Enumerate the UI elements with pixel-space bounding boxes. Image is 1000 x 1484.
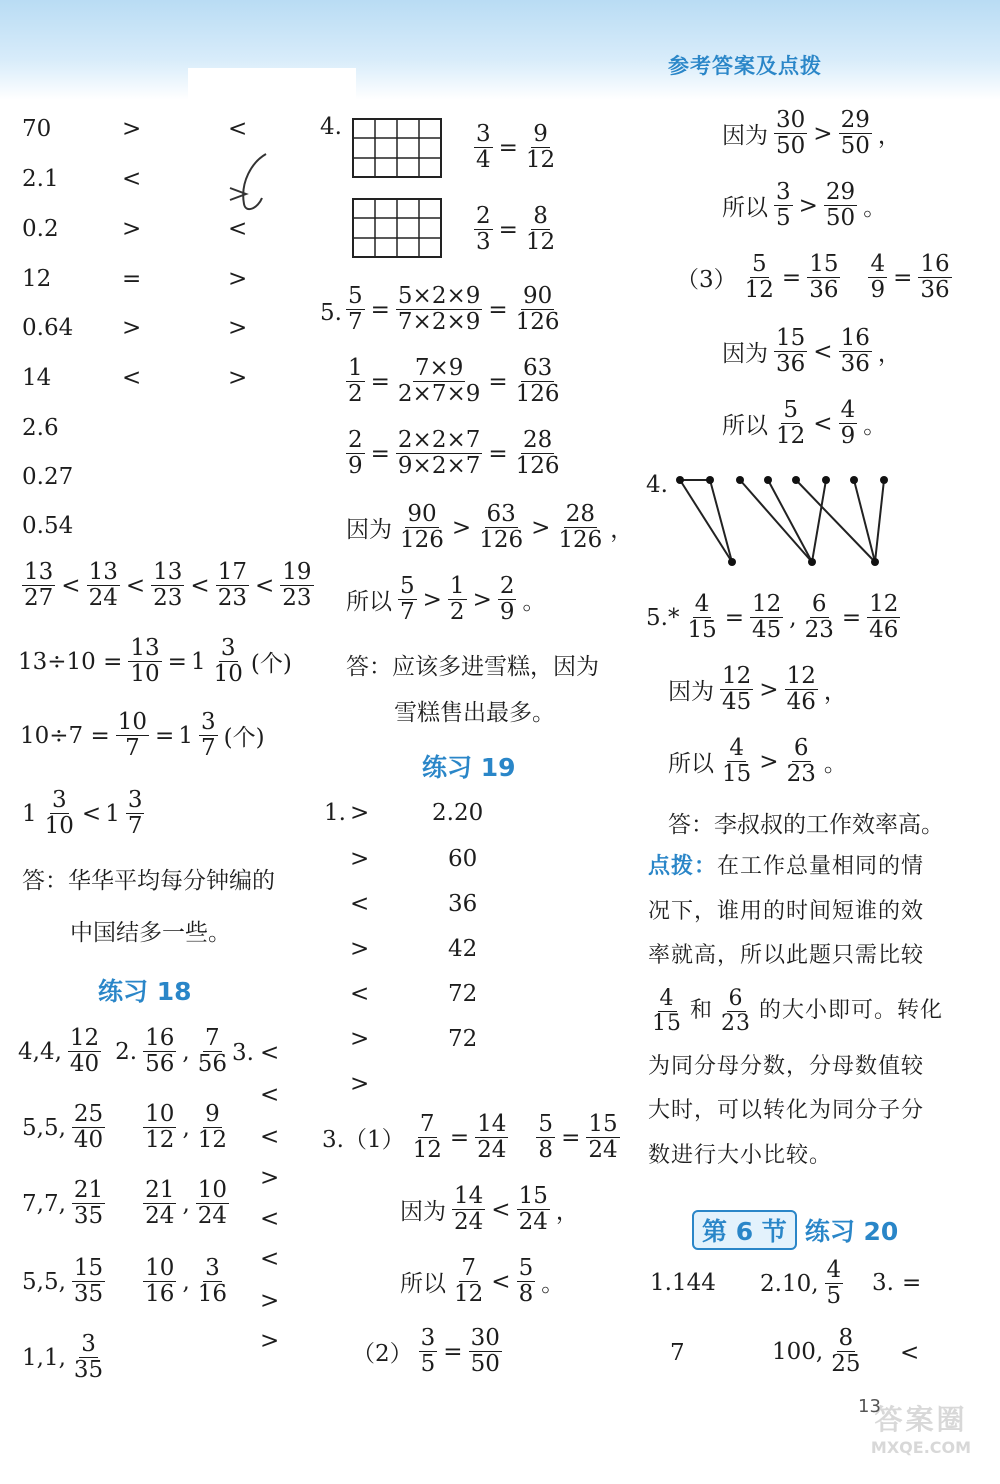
compare-sign: > xyxy=(350,1071,370,1097)
ex18-row: 5,5, $\frac{15}{35}$ $\frac{10}{16}$ , $\frac{3}{16}$ xyxy=(22,1255,228,1308)
compare-sign: < xyxy=(228,116,248,142)
compare-sign: < xyxy=(228,216,248,242)
answer-text: 答：李叔叔的工作效率高。 xyxy=(668,812,944,838)
compare-sign: < xyxy=(260,1246,280,1272)
compare-sign: < xyxy=(122,166,142,192)
value-cell: 2.20 xyxy=(432,800,484,826)
header-notch xyxy=(188,68,356,108)
q3-label: 3. xyxy=(872,1270,894,1296)
value-cell: 72 xyxy=(448,981,478,1007)
because-line: 因为 $\frac{12}{45}$ > $\frac{12}{46}$ ， xyxy=(668,663,847,716)
ex18-row: 5,5, $\frac{25}{40}$ $\frac{10}{12}$ , $\frac{9}{12}$ xyxy=(22,1101,228,1154)
tip-text: 大时，可以转化为同分子分 xyxy=(648,1098,925,1123)
section-badge: 第 6 节 xyxy=(692,1210,797,1250)
compare-sign: > xyxy=(350,936,370,962)
value-cell: 2.6 xyxy=(22,415,59,441)
so-line: 所以 $\frac{5}{12}$ < $\frac{4}{9}$ 。 xyxy=(722,397,887,450)
equation: 3.（1） $\frac{7}{12}$ = $\frac{14}{24}$ $\frac{5}{8}$ = $\frac{15}{24}$ xyxy=(322,1111,618,1164)
compare-sign: > xyxy=(350,800,370,826)
so-line: 所以 $\frac{3}{5}$ > $\frac{29}{50}$ 。 xyxy=(722,179,887,232)
section-title-18: 练习 18 xyxy=(98,977,192,1006)
equation: $\frac{1}{2}$ = $\frac{7\times 9}{2\times 7\times 9}$ = $\frac{63}{126}$ xyxy=(348,355,560,408)
compare-sign: = xyxy=(122,266,142,292)
tip-text: 率就高，所以此题只需比较 xyxy=(648,943,925,968)
value-cell: 2.1 xyxy=(22,166,59,192)
page-number: 13 xyxy=(858,1396,881,1417)
so-line: 所以 $\frac{4}{15}$ > $\frac{6}{23}$ 。 xyxy=(668,735,847,788)
equation: （2） $\frac{3}{5}$ = $\frac{30}{50}$ xyxy=(352,1325,500,1378)
value-cell: 60 xyxy=(448,846,478,872)
q1-label: 1. xyxy=(324,800,346,826)
watermark-logo: 答案圈 MXQE.COM xyxy=(870,1403,972,1457)
handwritten-mark-icon xyxy=(222,148,282,238)
value-cell: 0.27 xyxy=(22,464,74,490)
tip-text: 况下，谁用的时间短谁的效 xyxy=(648,898,925,924)
value-cell: 0.64 xyxy=(22,315,74,341)
because-line: 因为 $\frac{14}{24}$ < $\frac{15}{24}$ ， xyxy=(400,1183,579,1236)
header-banner xyxy=(0,0,1000,100)
equation: $\frac{5}{7}$ = $\frac{5\times 2\times 9}{7\times 2\times 9}$ = $\frac{90}{126}$ xyxy=(348,283,560,336)
grid-figure xyxy=(352,198,442,258)
ex18-row: 7,7, $\frac{21}{35}$ $\frac{21}{24}$ , $\frac{10}{24}$ xyxy=(22,1177,228,1230)
value-cell: 0.2 xyxy=(22,216,59,242)
section-title-19: 练习 19 xyxy=(422,753,516,782)
compare-sign: > xyxy=(260,1288,280,1314)
equation: $\frac{3}{4}$ = $\frac{9}{12}$ xyxy=(476,121,556,174)
q4-label: 4. xyxy=(646,472,668,498)
because-line: 因为 $\frac{30}{50}$ > $\frac{29}{50}$ ， xyxy=(722,107,901,160)
equation: （3） $\frac{5}{12}$ = $\frac{15}{36}$ $\frac{4}{9}$ = $\frac{16}{36}$ xyxy=(676,251,950,304)
compare-sign: > xyxy=(350,1026,370,1052)
division-line: 10÷7 = $\frac{10}{7}$ = 1 $\frac{3}{7}$ (个) xyxy=(20,709,265,762)
division-line: 13÷10 = $\frac{13}{10}$ = 1 $\frac{3}{10}$ (个) xyxy=(18,635,292,688)
tip-label: 点拨： xyxy=(648,853,718,879)
equation: 100, $\frac{8}{25}$ xyxy=(772,1325,861,1378)
compare-sign: > xyxy=(260,1328,280,1354)
compare-sign: > xyxy=(122,216,142,242)
compare-sign: < xyxy=(260,1206,280,1232)
equation: $\frac{2}{3}$ = $\frac{8}{12}$ xyxy=(476,203,556,256)
fraction: $\frac{13}{24}$ xyxy=(88,559,118,612)
fraction: $\frac{13}{27}$ xyxy=(24,559,54,612)
value-cell: 70 xyxy=(22,116,52,142)
fraction: $\frac{17}{23}$ xyxy=(217,559,247,612)
compare-sign: > xyxy=(260,1165,280,1191)
mixed-compare: 1 $\frac{3}{10}$ < 1 $\frac{3}{7}$ xyxy=(22,787,143,840)
answer-text: 中国结多一些。 xyxy=(70,920,231,946)
answer-text: 答：华华平均每分钟编的 xyxy=(22,868,275,894)
q3-label: 3. xyxy=(232,1040,254,1066)
value-cell: 12 xyxy=(22,266,52,292)
so-line: 所以 $\frac{5}{7}$ > $\frac{1}{2}$ > $\frac{2}{9}$ 。 xyxy=(346,573,546,626)
equation: $\frac{2}{9}$ = $\frac{2\times 2\times 7}{9\times 2\times 7}$ = $\frac{28}{126}$ xyxy=(348,427,560,480)
compare-sign: < xyxy=(260,1040,280,1066)
compare-sign: < xyxy=(350,981,370,1007)
compare-sign: > xyxy=(350,846,370,872)
value-cell: 0.54 xyxy=(22,513,74,539)
tip-text: 数进行大小比较。 xyxy=(648,1142,833,1168)
compare-sign: = xyxy=(902,1270,922,1296)
fraction: $\frac{19}{23}$ xyxy=(282,559,312,612)
compare-sign: > xyxy=(228,315,248,341)
answer-text: 雪糕售出最多。 xyxy=(394,700,555,726)
value-cell: 14 xyxy=(22,365,52,391)
q5-label: 5. xyxy=(320,300,342,326)
compare-sign: < xyxy=(260,1124,280,1150)
equation: 5.* $\frac{4}{15}$ = $\frac{12}{45}$ , $\frac{6}{23}$ = $\frac{12}{46}$ xyxy=(646,591,899,644)
matching-diagram xyxy=(670,470,910,570)
value-cell: 42 xyxy=(448,936,478,962)
equation: 2.10, $\frac{4}{5}$ xyxy=(760,1257,842,1310)
compare-sign: > xyxy=(228,266,248,292)
because-line: 因为 $\frac{15}{36}$ < $\frac{16}{36}$ ， xyxy=(722,325,901,378)
compare-sign: > xyxy=(228,365,248,391)
compare-sign: < xyxy=(900,1340,920,1366)
tip-text: 在工作总量相同的情 xyxy=(717,854,925,879)
ex18-row: 4,4, $\frac{12}{40}$ 2. $\frac{16}{56}$ , $\frac{7}{56}$ xyxy=(18,1025,227,1078)
because-line: 因为 $\frac{90}{126}$ > $\frac{63}{126}$ > $\frac{28}{126}$ ， xyxy=(346,501,634,554)
section-title-20: 第 6 节 练习 20 xyxy=(692,1210,898,1250)
value-cell: 1.144 xyxy=(650,1270,716,1296)
value-cell: 36 xyxy=(448,891,478,917)
compare-sign: < xyxy=(260,1082,280,1108)
value-cell: 72 xyxy=(448,1026,478,1052)
fraction-chain: $\frac{13}{27}$ < $\frac{13}{24}$ < $\frac{13}{23}$ < $\frac{17}{23}$ < $\frac{19}{23}$ xyxy=(24,559,312,612)
page-header-title: 参考答案及点拨 xyxy=(668,54,822,78)
so-line: 所以 $\frac{7}{12}$ < $\frac{5}{8}$ 。 xyxy=(400,1255,565,1308)
compare-sign: > xyxy=(122,315,142,341)
grid-figure xyxy=(352,118,442,178)
q4-label: 4. xyxy=(320,114,342,140)
compare-sign: < xyxy=(350,891,370,917)
value-cell: 7 xyxy=(670,1340,685,1366)
tip-fraction-line: $\frac{4}{15}$ 和 $\frac{6}{23}$ 的大小即可。转化 xyxy=(652,985,944,1036)
compare-sign: > xyxy=(122,116,142,142)
fraction: $\frac{13}{23}$ xyxy=(153,559,183,612)
tip-box xyxy=(648,844,948,1178)
compare-sign: < xyxy=(122,365,142,391)
tip-text: 为同分母分数，分母数值较 xyxy=(648,1053,925,1079)
answer-text: 答：应该多进雪糕，因为 xyxy=(346,654,599,680)
ex18-row: 1,1, $\frac{3}{35}$ xyxy=(22,1331,104,1384)
